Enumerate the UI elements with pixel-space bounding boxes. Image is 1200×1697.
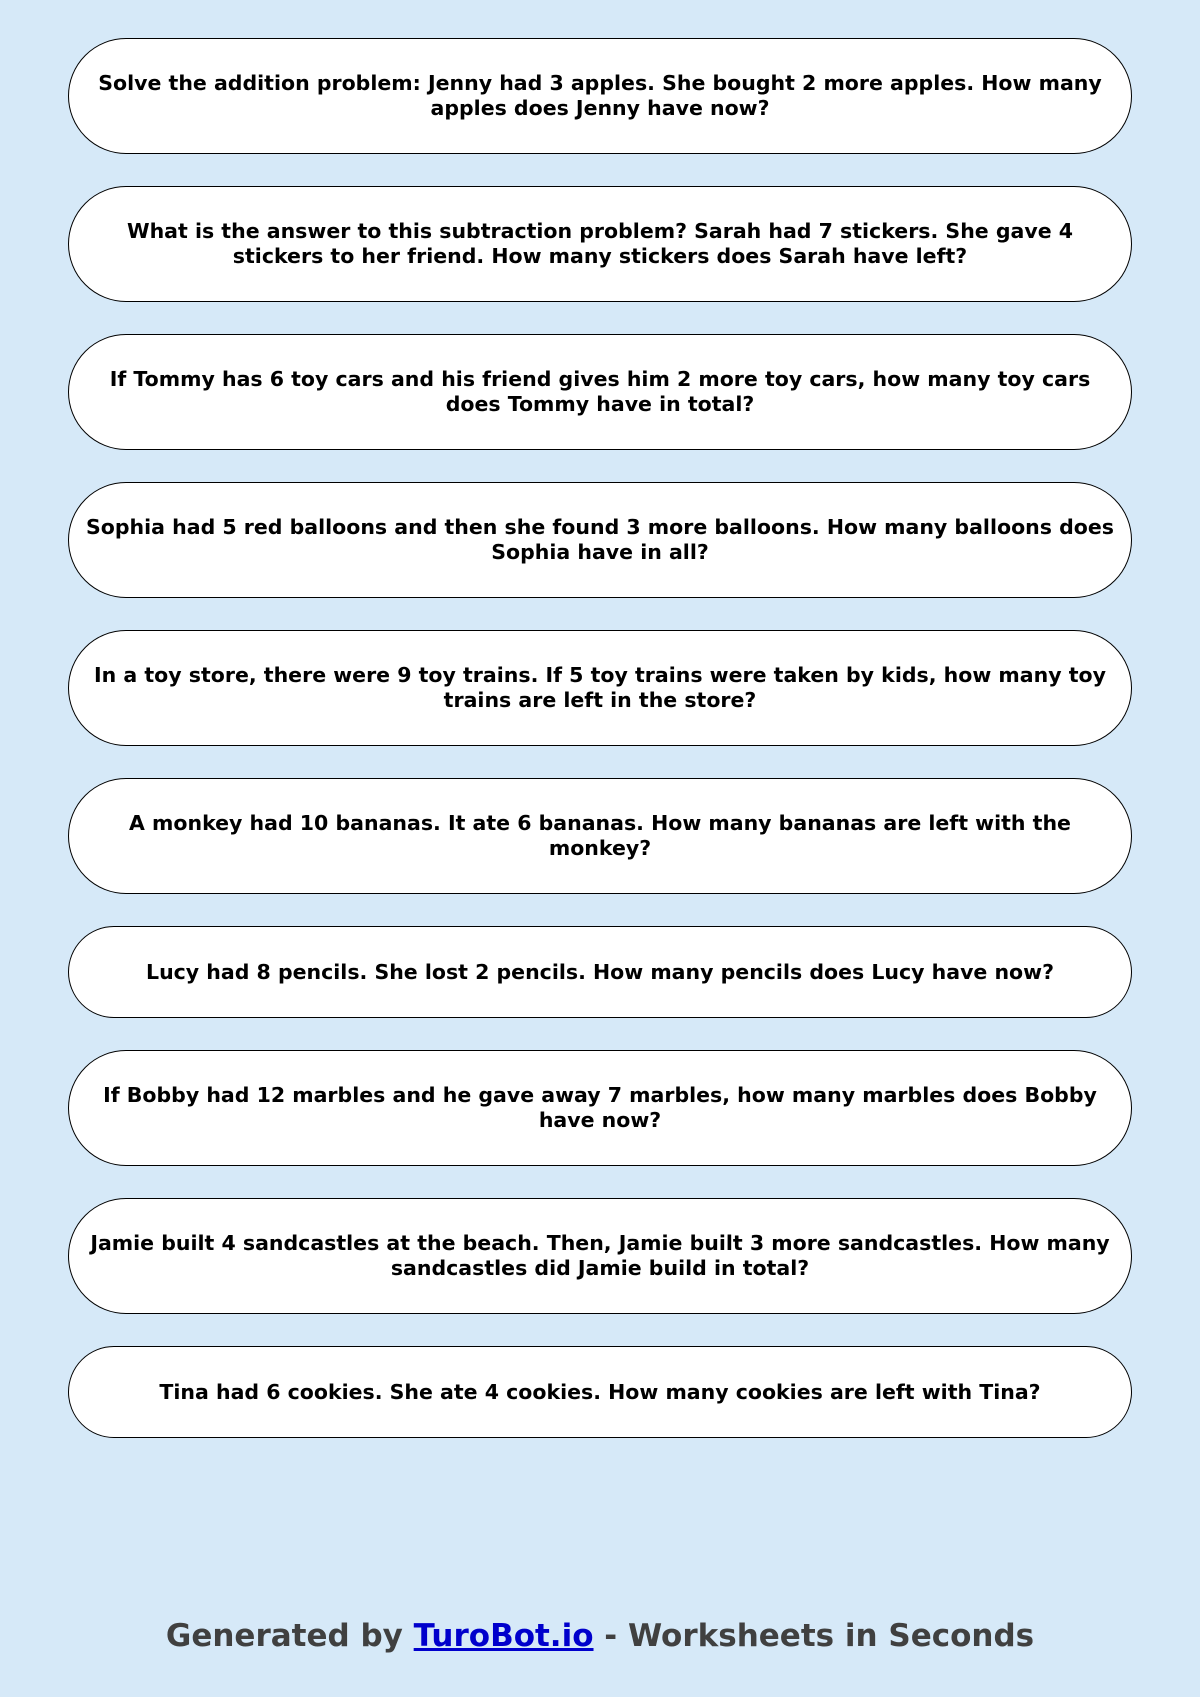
footer <box>0 1618 1200 1654</box>
question-box: If Tommy has 6 toy cars and his friend gives him 2 more toy cars, how many toy cars does Tommy have in total? <box>68 334 1132 450</box>
question-box: Jamie built 4 sandcastles at the beach. Then, Jamie built 3 more sandcastles. How many sandcastles did Jamie build in total? <box>68 1198 1132 1314</box>
question-box: Sophia had 5 red balloons and then she found 3 more balloons. How many balloons does Sophia have in all? <box>68 482 1132 598</box>
question-box: A monkey had 10 bananas. It ate 6 bananas. How many bananas are left with the monkey? <box>68 778 1132 894</box>
question-list <box>68 38 1132 1470</box>
question-box: Tina had 6 cookies. She ate 4 cookies. How many cookies are left with Tina? <box>68 1346 1132 1438</box>
turobot-link[interactable]: TuroBot.io <box>413 1618 594 1654</box>
question-box: Lucy had 8 pencils. She lost 2 pencils. How many pencils does Lucy have now? <box>68 926 1132 1018</box>
question-box: If Bobby had 12 marbles and he gave away 7 marbles, how many marbles does Bobby have now? <box>68 1050 1132 1166</box>
question-box: What is the answer to this subtraction problem? Sarah had 7 stickers. She gave 4 stickers to her friend. How many stickers does Sarah have left? <box>68 186 1132 302</box>
question-box: Solve the addition problem: Jenny had 3 apples. She bought 2 more apples. How many apples does Jenny have now? <box>68 38 1132 154</box>
footer-suffix: - Worksheets in Seconds <box>593 1618 1035 1654</box>
question-box: In a toy store, there were 9 toy trains. If 5 toy trains were taken by kids, how many toy trains are left in the store? <box>68 630 1132 746</box>
footer-prefix: Generated by <box>165 1618 414 1654</box>
